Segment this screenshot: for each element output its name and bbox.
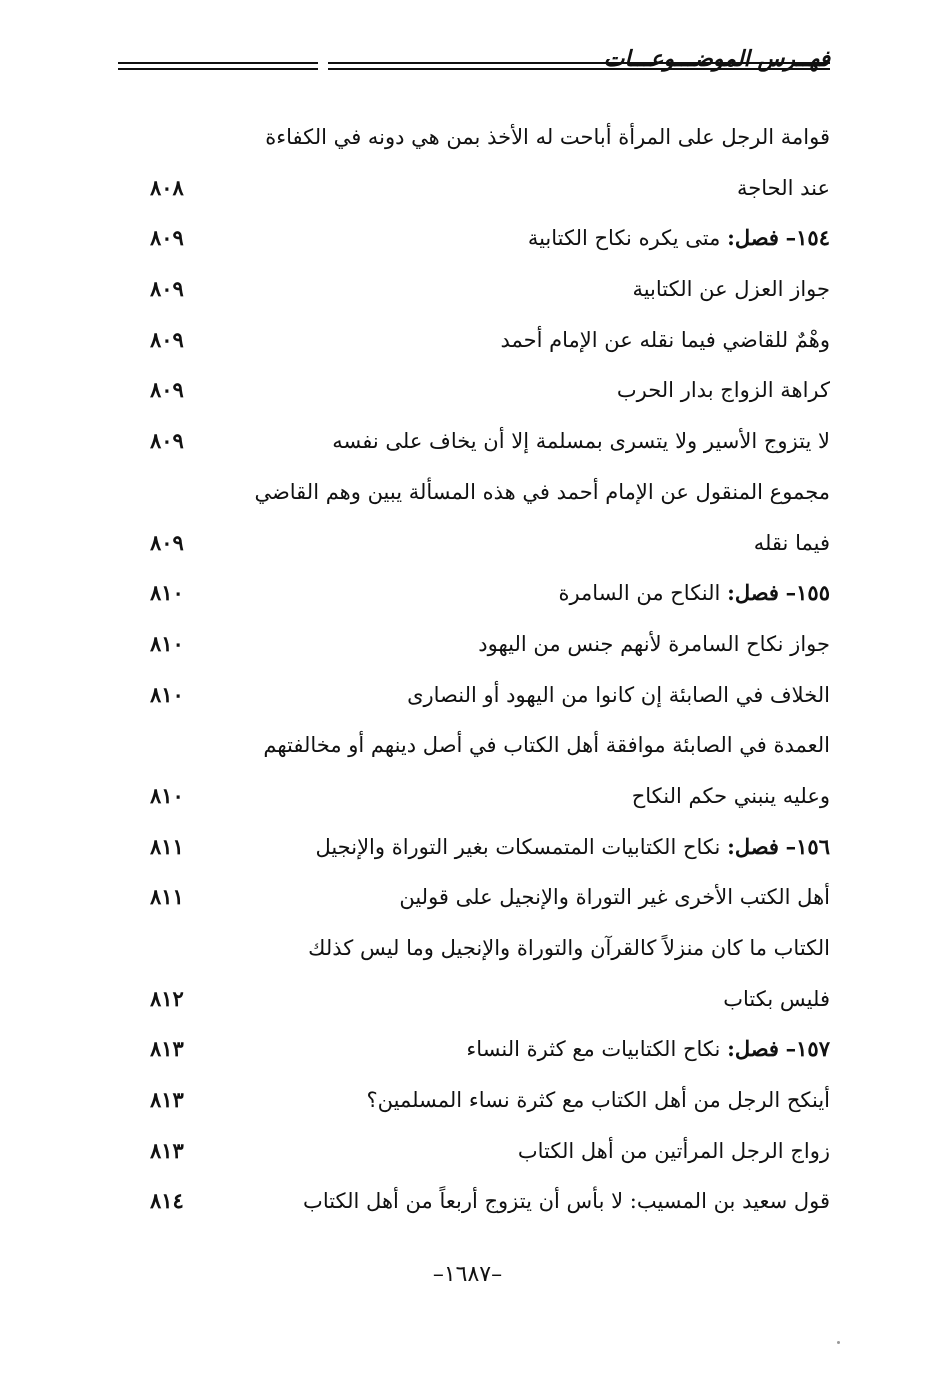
toc-entry-text xyxy=(501,325,831,355)
toc-entry xyxy=(140,315,830,366)
entry-title: عند الحاجة xyxy=(737,175,830,200)
toc-entry xyxy=(140,467,830,518)
entry-title: النكاح من السامرة xyxy=(558,581,721,606)
page-ref: ٨١٢ xyxy=(150,985,184,1011)
entry-title: قول سعيد بن المسيب: لا بأس أن يتزوج أربعاً من أهل الكتاب xyxy=(303,1189,830,1214)
toc-entry-text xyxy=(632,781,830,811)
entry-title: فليس بكتاب xyxy=(723,986,830,1011)
entry-title: نكاح الكتابيات المتمسكات بغير التوراة والإنجيل xyxy=(315,834,721,859)
toc-entry-text xyxy=(723,984,830,1014)
section-number: ١٥٤– xyxy=(785,225,830,251)
section-number: ١٥٧– xyxy=(785,1036,830,1062)
toc-entry xyxy=(140,1024,830,1075)
page-ref: ٨٠٩ xyxy=(150,326,184,352)
page-ref: ٨١٠ xyxy=(150,580,184,606)
toc-entry-text xyxy=(254,477,830,507)
section-label: فصل: xyxy=(727,580,779,606)
section-number: ١٥٦– xyxy=(785,833,830,859)
header-title: فهــرس الموضـــوعـــات xyxy=(603,46,830,72)
toc-entry xyxy=(140,416,830,467)
page-ref: ٨٠٩ xyxy=(150,225,184,251)
scan-speck xyxy=(837,1341,840,1344)
page-ref: ٨١٠ xyxy=(150,782,184,808)
table-of-contents xyxy=(140,112,830,1227)
page-ref: ٨٠٩ xyxy=(150,276,184,302)
toc-entry xyxy=(140,974,830,1025)
page-ref: ٨١١ xyxy=(150,833,184,859)
entry-title: العمدة في الصابئة موافقة أهل الكتاب في أصل دينهم أو مخالفتهم xyxy=(263,733,830,758)
toc-entry xyxy=(140,1176,830,1227)
entry-title: الكتاب ما كان منزلاً كالقرآن والتوراة والإنجيل وما ليس كذلك xyxy=(308,936,830,960)
entry-title: كراهة الزواج بدار الحرب xyxy=(616,378,830,403)
entry-title: متى يكره نكاح الكتابية xyxy=(527,226,721,251)
toc-entry xyxy=(140,822,830,873)
toc-entry xyxy=(140,619,830,670)
toc-entry xyxy=(140,771,830,822)
toc-entry-text xyxy=(617,375,830,405)
entry-title: أهل الكتب الأخرى غير التوراة والإنجيل على قولين xyxy=(399,885,830,910)
toc-entry-text xyxy=(466,1034,830,1064)
toc-entry-text xyxy=(332,426,830,456)
toc-entry-text xyxy=(478,629,830,659)
toc-entry-text xyxy=(518,1136,830,1166)
page-number: –١٦٨٧– xyxy=(432,1262,503,1287)
page-ref: ٨١١ xyxy=(150,884,184,910)
toc-entry xyxy=(140,1126,830,1177)
section-label: فصل: xyxy=(727,833,779,859)
toc-entry xyxy=(140,872,830,923)
toc-entry-text xyxy=(263,730,830,760)
toc-entry-text xyxy=(737,173,830,203)
entry-title: قوامة الرجل على المرأة أباحت له الأخذ بمن هي دونه في الكفاءة xyxy=(265,125,830,149)
toc-entry xyxy=(140,365,830,416)
page-ref: ٨١٠ xyxy=(150,681,184,707)
toc-entry-text xyxy=(399,882,830,912)
running-header xyxy=(118,40,830,80)
entry-title: الخلاف في الصابئة إن كانوا من اليهود أو النصارى xyxy=(407,682,830,707)
toc-entry-text xyxy=(265,122,830,152)
toc-entry xyxy=(140,163,830,214)
page-ref: ٨١٣ xyxy=(150,1137,184,1163)
entry-title: زواج الرجل المرأتين من أهل الكتاب xyxy=(517,1138,830,1163)
page-ref: ٨١٤ xyxy=(150,1188,184,1214)
toc-entry xyxy=(140,568,830,619)
page-ref: ٨١٣ xyxy=(150,1087,184,1113)
toc-entry-text xyxy=(754,528,830,558)
toc-entry-text xyxy=(308,933,830,963)
toc-entry xyxy=(140,670,830,721)
header-rule-left xyxy=(118,62,318,70)
section-label: فصل: xyxy=(727,225,779,251)
toc-entry xyxy=(140,213,830,264)
section-number: ١٥٥– xyxy=(785,580,830,606)
page-ref: ٨٠٨ xyxy=(150,174,184,200)
toc-entry-text xyxy=(558,578,830,608)
entry-title: جواز العزل عن الكتابية xyxy=(632,277,830,302)
toc-entry-text xyxy=(632,274,830,304)
entry-title: وهْمٌ للقاضي فيما نقله عن الإمام أحمد xyxy=(500,327,830,352)
entry-title: نكاح الكتابيات مع كثرة النساء xyxy=(466,1037,721,1062)
toc-entry-text xyxy=(407,680,830,710)
page-ref: ٨٠٩ xyxy=(150,428,184,454)
toc-entry-text xyxy=(366,1085,830,1115)
toc-entry-text xyxy=(528,223,830,253)
page-ref: ٨٠٩ xyxy=(150,377,184,403)
toc-entry xyxy=(140,518,830,569)
toc-entry xyxy=(140,112,830,163)
entry-title: فيما نقله xyxy=(753,530,830,555)
entry-title: أينكح الرجل من أهل الكتاب مع كثرة نساء المسلمين؟ xyxy=(366,1088,830,1113)
entry-title: لا يتزوج الأسير ولا يتسرى بمسلمة إلا أن يخاف على نفسه xyxy=(332,429,830,454)
entry-title: جواز نكاح السامرة لأنهم جنس من اليهود xyxy=(478,631,830,656)
section-label: فصل: xyxy=(727,1036,779,1062)
page-ref: ٨١٣ xyxy=(150,1036,184,1062)
toc-entry xyxy=(140,720,830,771)
toc-entry xyxy=(140,923,830,974)
page-ref: ٨١٠ xyxy=(150,630,184,656)
toc-entry-text xyxy=(315,832,830,862)
toc-entry xyxy=(140,264,830,315)
entry-title: مجموع المنقول عن الإمام أحمد في هذه المسألة يبين وهم القاضي xyxy=(254,479,830,504)
page-ref: ٨٠٩ xyxy=(150,529,184,555)
toc-entry-text xyxy=(303,1186,830,1216)
toc-entry xyxy=(140,1075,830,1126)
entry-title: وعليه ينبني حكم النكاح xyxy=(631,783,830,808)
